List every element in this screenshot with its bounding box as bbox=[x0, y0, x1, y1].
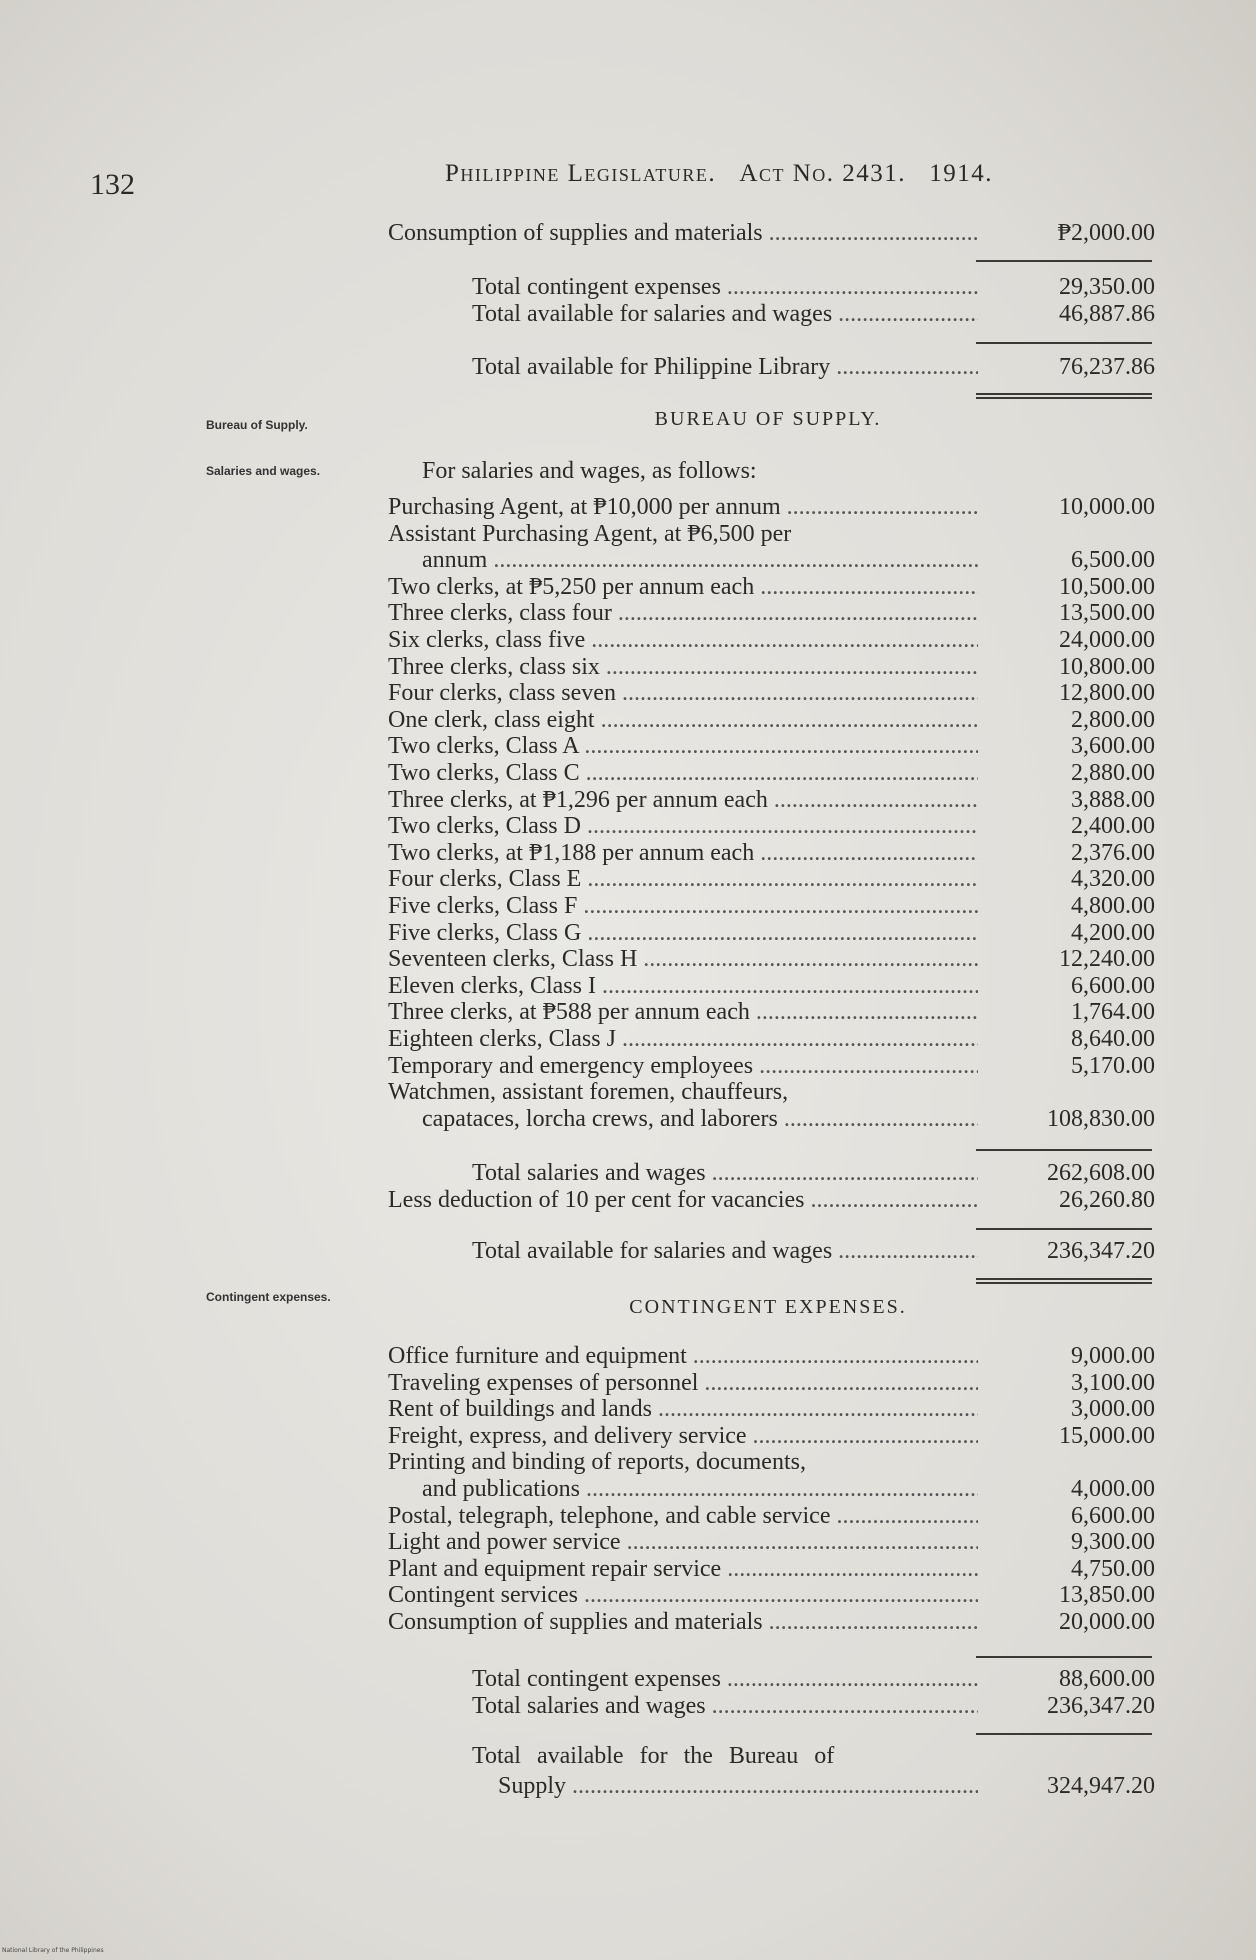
line-amount: 5,170.00 bbox=[1071, 1052, 1155, 1079]
line-item bbox=[388, 1476, 1155, 1503]
line-label: Total contingent expenses ..... bbox=[388, 1666, 978, 1693]
line-amount: 324,947.20 bbox=[1047, 1773, 1155, 1799]
line-amount: 29,350.00 bbox=[1059, 274, 1155, 300]
total-line bbox=[388, 1160, 1155, 1187]
sum-rule bbox=[976, 1149, 1152, 1151]
line-item bbox=[388, 574, 1155, 601]
footer-stamp: National Library of the Philippines bbox=[2, 1947, 104, 1954]
line-label: Two clerks, Class C ..... bbox=[388, 760, 978, 787]
total-line bbox=[388, 354, 1155, 381]
line-label: Supply ..... bbox=[498, 1773, 978, 1800]
sum-rule bbox=[976, 1733, 1152, 1735]
line-amount: 46,887.86 bbox=[1059, 301, 1155, 327]
line-item bbox=[388, 1503, 1155, 1530]
line-label: Three clerks, at ₱588 per annum each ..... bbox=[388, 999, 978, 1026]
line-amount: 20,000.00 bbox=[1059, 1609, 1155, 1635]
line-amount: 108,830.00 bbox=[1047, 1105, 1155, 1132]
line-label: Total available for salaries and wages ..... bbox=[388, 1238, 978, 1265]
double-rule bbox=[976, 1278, 1152, 1284]
line-item bbox=[388, 1106, 1155, 1133]
sum-rule bbox=[976, 342, 1152, 344]
line-amount: 10,500.00 bbox=[1059, 573, 1155, 600]
line-amount: 2,800.00 bbox=[1071, 706, 1155, 733]
line-label: Consumption of supplies and materials ..... bbox=[388, 1609, 978, 1636]
line-amount: 10,800.00 bbox=[1059, 653, 1155, 680]
line-item bbox=[388, 787, 1155, 814]
line-item bbox=[388, 1026, 1155, 1053]
line-amount: 9,000.00 bbox=[1071, 1343, 1155, 1369]
line-amount: 13,850.00 bbox=[1059, 1582, 1155, 1609]
salaries-intro bbox=[388, 458, 1155, 485]
line-label: Five clerks, Class F ..... bbox=[388, 893, 978, 920]
line-label: Printing and binding of reports, documents, bbox=[388, 1449, 806, 1476]
line-item bbox=[388, 654, 1155, 681]
line-item bbox=[388, 1449, 1155, 1476]
line-amount: 15,000.00 bbox=[1059, 1422, 1155, 1449]
line-label: Total salaries and wages ..... bbox=[388, 1693, 978, 1720]
line-label: Total available for the Bureau of bbox=[472, 1743, 835, 1769]
line-amount: 88,600.00 bbox=[1059, 1666, 1155, 1692]
line-item bbox=[388, 946, 1155, 973]
total-line bbox=[388, 1743, 1155, 1770]
section-title-bureau: BUREAU OF SUPPLY. bbox=[654, 408, 882, 430]
line-item bbox=[388, 220, 1155, 247]
line-amount: 4,750.00 bbox=[1071, 1555, 1155, 1582]
line-label: Traveling expenses of personnel ..... bbox=[388, 1370, 978, 1397]
line-item bbox=[388, 600, 1155, 627]
line-item bbox=[388, 680, 1155, 707]
page-number: 132 bbox=[90, 168, 135, 201]
line-item bbox=[388, 547, 1155, 574]
line-label: Seventeen clerks, Class H ..... bbox=[388, 946, 978, 973]
line-amount: 10,000.00 bbox=[1059, 494, 1155, 520]
total-line bbox=[388, 301, 1155, 328]
line-label: Assistant Purchasing Agent, at ₱6,500 per bbox=[388, 520, 792, 547]
line-item bbox=[388, 1609, 1155, 1636]
line-amount: 12,240.00 bbox=[1059, 946, 1155, 973]
line-label: One clerk, class eight ..... bbox=[388, 707, 978, 734]
line-label: Three clerks, at ₱1,296 per annum each ..... bbox=[388, 787, 978, 814]
line-label: Rent of buildings and lands ..... bbox=[388, 1396, 978, 1423]
line-item bbox=[388, 707, 1155, 734]
line-amount: 24,000.00 bbox=[1059, 627, 1155, 653]
line-label: annum ..... bbox=[388, 547, 978, 574]
line-amount: 236,347.20 bbox=[1047, 1693, 1155, 1719]
line-amount: 4,320.00 bbox=[1071, 866, 1155, 893]
line-amount: 4,200.00 bbox=[1071, 919, 1155, 946]
line-label: Three clerks, class four ..... bbox=[388, 600, 978, 627]
line-label: Eighteen clerks, Class J ..... bbox=[388, 1026, 978, 1053]
line-label: Two clerks, Class D ..... bbox=[388, 813, 978, 840]
line-label: and publications ..... bbox=[388, 1476, 978, 1503]
line-item bbox=[388, 1343, 1155, 1370]
section-title-contingent: CONTINGENT EXPENSES. bbox=[629, 1296, 907, 1318]
line-amount: 26,260.80 bbox=[1059, 1187, 1155, 1213]
line-label: Three clerks, class six ..... bbox=[388, 654, 978, 681]
line-label: Two clerks, at ₱1,188 per annum each ..... bbox=[388, 840, 978, 867]
total-line bbox=[388, 1238, 1155, 1265]
line-amount: 2,880.00 bbox=[1071, 760, 1155, 786]
header-year: 1914. bbox=[929, 160, 994, 187]
line-item bbox=[388, 866, 1155, 893]
sum-rule bbox=[976, 260, 1152, 262]
line-amount: 6,600.00 bbox=[1071, 1502, 1155, 1529]
line-label: Freight, express, and delivery service ..... bbox=[388, 1423, 978, 1450]
line-item bbox=[388, 627, 1155, 654]
line-amount: 8,640.00 bbox=[1071, 1026, 1155, 1052]
line-label: Total contingent expenses ..... bbox=[388, 274, 978, 301]
line-item bbox=[388, 1582, 1155, 1609]
line-label: Four clerks, Class E ..... bbox=[388, 866, 978, 893]
sum-rule bbox=[976, 1228, 1152, 1230]
line-amount: 262,608.00 bbox=[1047, 1160, 1155, 1186]
line-label: capataces, lorcha crews, and laborers ..... bbox=[388, 1106, 978, 1133]
line-label: Less deduction of 10 per cent for vacancies ..... bbox=[388, 1187, 978, 1214]
line-amount: 236,347.20 bbox=[1047, 1238, 1155, 1264]
line-label: Eleven clerks, Class I ..... bbox=[388, 973, 978, 1000]
line-item bbox=[388, 1370, 1155, 1397]
total-line bbox=[498, 1773, 1155, 1800]
line-item bbox=[388, 1556, 1155, 1583]
line-item bbox=[388, 1396, 1155, 1423]
double-rule bbox=[976, 393, 1152, 399]
line-item bbox=[388, 999, 1155, 1026]
line-label: Plant and equipment repair service ..... bbox=[388, 1556, 978, 1583]
total-line bbox=[388, 274, 1155, 301]
line-amount: 6,500.00 bbox=[1071, 547, 1155, 574]
line-item bbox=[388, 813, 1155, 840]
line-label: Postal, telegraph, telephone, and cable service ..... bbox=[388, 1503, 978, 1530]
line-label: Office furniture and equipment ..... bbox=[388, 1343, 978, 1370]
line-label: Purchasing Agent, at ₱10,000 per annum ..... bbox=[388, 494, 978, 521]
line-item bbox=[388, 1423, 1155, 1450]
line-amount: 6,600.00 bbox=[1071, 972, 1155, 999]
line-amount: 4,000.00 bbox=[1071, 1476, 1155, 1502]
line-item bbox=[388, 1529, 1155, 1556]
running-header bbox=[445, 160, 993, 188]
line-item bbox=[388, 760, 1155, 787]
total-line bbox=[388, 1666, 1155, 1693]
total-line bbox=[388, 1693, 1155, 1720]
line-amount: 2,376.00 bbox=[1071, 839, 1155, 866]
total-line bbox=[388, 1187, 1155, 1214]
line-label: Watchmen, assistant foremen, chauffeurs, bbox=[388, 1079, 789, 1106]
intro-text: For salaries and wages, as follows: bbox=[422, 458, 757, 484]
line-label: Total available for Philippine Library ..... bbox=[388, 354, 978, 381]
line-amount: 12,800.00 bbox=[1059, 680, 1155, 707]
line-amount: 3,000.00 bbox=[1071, 1396, 1155, 1423]
line-label: Total salaries and wages ..... bbox=[388, 1160, 978, 1187]
line-label: Two clerks, Class A ..... bbox=[388, 733, 978, 760]
margin-note-contingent: Contingent expenses. bbox=[206, 1290, 331, 1304]
line-label: Light and power service ..... bbox=[388, 1529, 978, 1556]
line-item bbox=[388, 1053, 1155, 1080]
line-item bbox=[388, 1079, 1155, 1106]
line-item bbox=[388, 920, 1155, 947]
line-amount: 9,300.00 bbox=[1071, 1529, 1155, 1556]
line-amount: 4,800.00 bbox=[1071, 893, 1155, 919]
margin-note-bureau: Bureau of Supply. bbox=[206, 418, 308, 432]
line-amount: ₱2,000.00 bbox=[1057, 220, 1155, 246]
line-label: Two clerks, at ₱5,250 per annum each ..... bbox=[388, 574, 978, 601]
line-item bbox=[388, 893, 1155, 920]
line-label: Contingent services ..... bbox=[388, 1582, 978, 1609]
line-label: Consumption of supplies and materials ..... bbox=[388, 220, 978, 247]
line-amount: 76,237.86 bbox=[1059, 354, 1155, 380]
line-label: Five clerks, Class G ..... bbox=[388, 920, 978, 947]
line-amount: 3,888.00 bbox=[1071, 786, 1155, 813]
line-item bbox=[388, 733, 1155, 760]
line-item bbox=[388, 494, 1155, 521]
header-title: Philippine Legislature. bbox=[445, 160, 717, 187]
line-amount: 13,500.00 bbox=[1059, 600, 1155, 627]
header-act: Act No. 2431. bbox=[739, 160, 907, 187]
line-amount: 1,764.00 bbox=[1071, 999, 1155, 1026]
sum-rule bbox=[976, 1656, 1152, 1658]
line-label: Six clerks, class five ..... bbox=[388, 627, 978, 654]
line-amount: 3,100.00 bbox=[1071, 1369, 1155, 1396]
line-label: Four clerks, class seven ..... bbox=[388, 680, 978, 707]
line-amount: 3,600.00 bbox=[1071, 733, 1155, 760]
line-label: Temporary and emergency employees ..... bbox=[388, 1053, 978, 1080]
line-label: Total available for salaries and wages ..... bbox=[388, 301, 978, 328]
line-item bbox=[388, 521, 1155, 548]
line-amount: 2,400.00 bbox=[1071, 813, 1155, 840]
line-item bbox=[388, 840, 1155, 867]
line-item bbox=[388, 973, 1155, 1000]
margin-note-salaries: Salaries and wages. bbox=[206, 464, 321, 478]
